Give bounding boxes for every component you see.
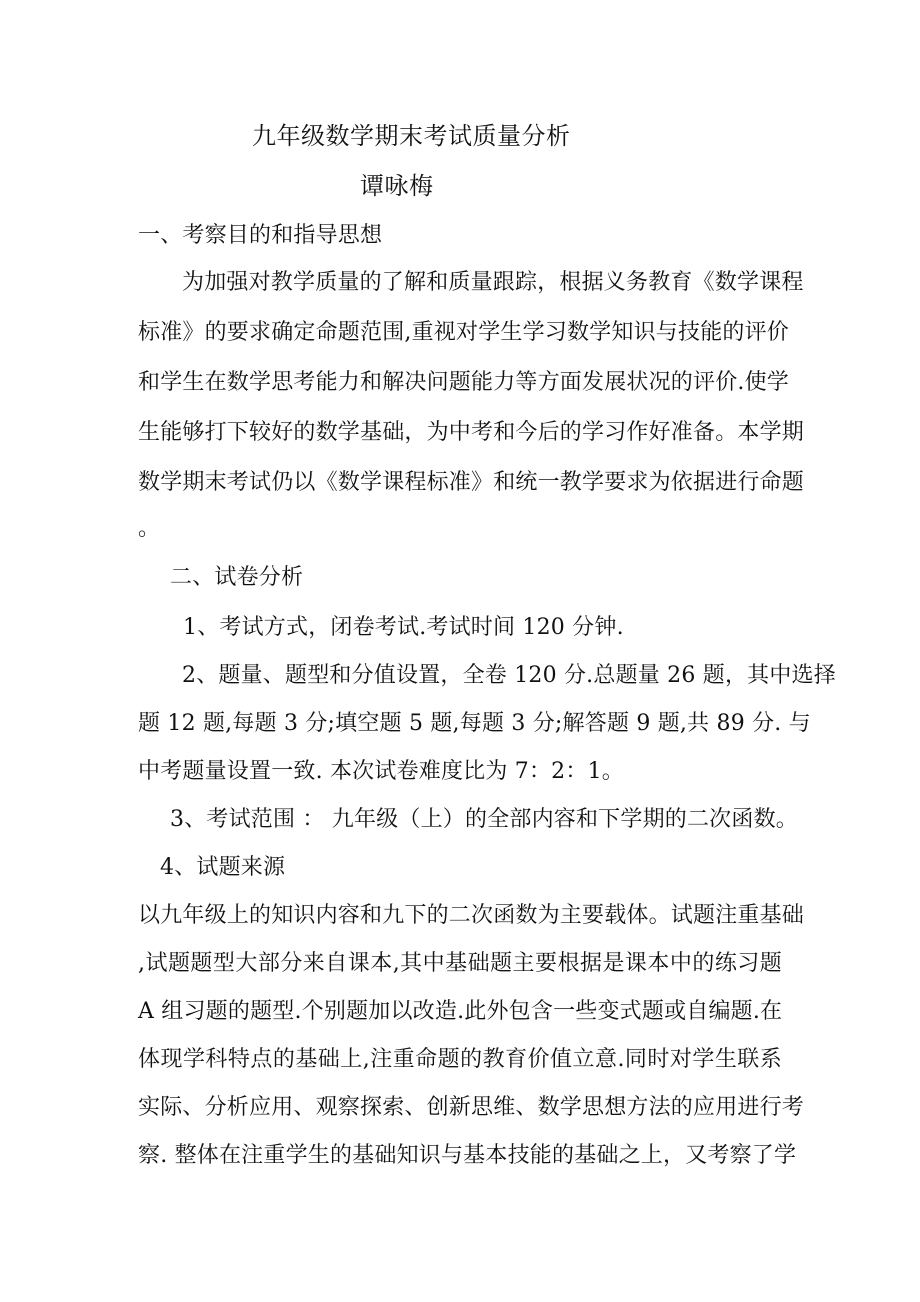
section-1-paragraph-line: 和学生在数学思考能力和解决问题能力等方面发展状况的评价.使学 xyxy=(138,370,789,395)
section-2-item-4-line: 以九年级上的知识内容和九下的二次函数为主要载体。试题注重基础 xyxy=(138,903,805,928)
section-2-item-4-line: 体现学科特点的基础上,注重命题的教育价值立意.同时对学生联系 xyxy=(138,1047,782,1072)
section-1-paragraph-line: 标准》的要求确定命题范围,重视对学生学习数学知识与技能的评价 xyxy=(138,320,789,345)
section-1-paragraph-line: 。 xyxy=(138,516,161,541)
section-2-item-4-line: 察. 整体在注重学生的基础知识与基本技能的基础之上，又考察了学 xyxy=(138,1143,797,1168)
document-author: 谭咏梅 xyxy=(360,172,434,200)
section-2-item-3: 3、考试范围 ： 九年级（上）的全部内容和下学期的二次函数。 xyxy=(170,807,798,832)
section-2-item-4-heading: 4、试题来源 xyxy=(160,855,286,880)
document-title: 九年级数学期末考试质量分析 xyxy=(252,122,571,150)
section-2-item-1: 1、考试方式，闭卷考试.考试时间 120 分钟. xyxy=(183,615,624,640)
section-2-item-4-line: ,试题题型大部分来自课本,其中基础题主要根据是课本中的练习题 xyxy=(138,951,782,976)
section-1-paragraph-line: 生能够打下较好的数学基础，为中考和今后的学习作好准备。本学期 xyxy=(138,420,805,445)
section-1-paragraph-line: 为加强对教学质量的了解和质量跟踪，根据义务教育《数学课程 xyxy=(182,270,804,295)
section-2-item-2-line: 题 12 题,每题 3 分;填空题 5 题,每题 3 分;解答题 9 题,共 89 分. 与 xyxy=(138,711,811,736)
section-2-item-4-line: 实际、分析应用、观察探索、创新思维、数学思想方法的应用进行考 xyxy=(138,1095,805,1120)
section-1-paragraph-line: 数学期末考试仍以《数学课程标准》和统一教学要求为依据进行命题 xyxy=(138,470,805,495)
section-2-item-4-line: A 组习题的题型.个别题加以改造.此外包含一些变式题或自编题.在 xyxy=(138,999,783,1024)
section-2-item-2-line: 中考题量设置一致. 本次试卷难度比为 7：2：1。 xyxy=(138,759,624,784)
section-2-heading: 二、试卷分析 xyxy=(170,565,304,590)
section-2-item-2-line: 2、题量、题型和分值设置，全卷 120 分.总题量 26 题，其中选择 xyxy=(182,663,836,688)
section-1-heading: 一、考察目的和指导思想 xyxy=(138,223,383,248)
